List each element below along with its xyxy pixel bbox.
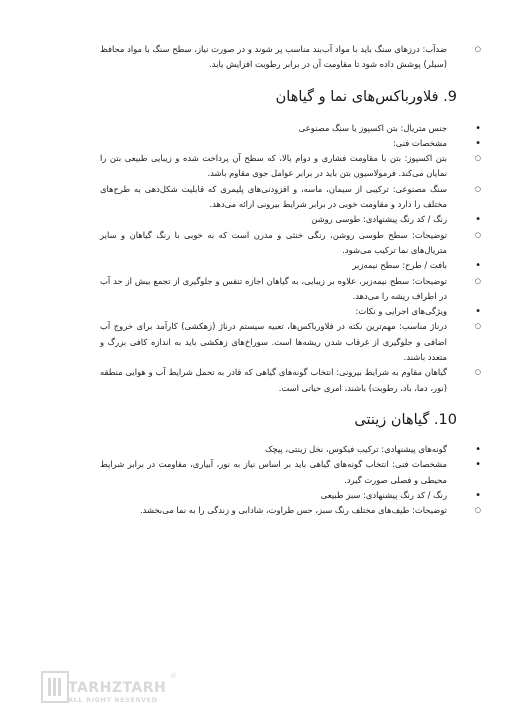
section-9-heading: 9. فلاورباکس‌های نما و گیاهان [275, 88, 457, 105]
section-10-heading: 10. گیاهان زینتی [354, 411, 457, 428]
list-item-text: گونه‌های پیشنهادی: ترکیب فیکوس، نخل زینتی، پیچک [264, 443, 447, 454]
hollow-bullet-icon: ○ [474, 322, 481, 331]
list-item-text: مشخصات فنی: [392, 137, 447, 148]
list-item-text: ویژگی‌های اجرایی و نکات: [355, 306, 447, 317]
section-9-list [100, 121, 481, 396]
hollow-bullet-icon: ○ [474, 230, 481, 239]
hollow-bullet-icon: ○ [474, 154, 481, 163]
list-item [100, 274, 481, 305]
list-item-text: توضیحات: سطح نیمه‌زبر، علاوه بر زیبایی، به گیاهان اجازه تنفس و جلوگیری از تجمع بیش از حد آب در اطراف ریشه را می‌دهد. [100, 275, 447, 301]
bullet-icon: • [475, 260, 481, 272]
logo-bars-icon [48, 678, 61, 696]
list-item [100, 151, 481, 182]
list-item-text: گیاهان مقاوم به شرایط بیرونی: انتخاب گونه‌های گیاهی که قادر به تحمل شرایط آب و هوایی منطقه (نور، دما، باد، رطوبت) باشند، امری حیاتی است. [100, 367, 447, 393]
watermark-subtext: ALL RIGHT RESERVED [68, 696, 158, 704]
bullet-icon: • [475, 489, 481, 501]
list-item-text: مشخصات فنی: انتخاب گونه‌های گیاهی باید بر اساس نیاز به نور، آبیاری، مقاومت در برابر شرایط محیطی و فصلی صورت گیرد. [100, 459, 447, 485]
list-item [100, 212, 481, 227]
tarhztarh-logo-icon [40, 668, 180, 708]
intro-list [100, 42, 481, 73]
hollow-bullet-icon: ○ [474, 506, 481, 515]
watermark-logo [40, 668, 180, 708]
bullet-icon: • [475, 214, 481, 226]
bullet-icon: • [475, 443, 481, 455]
list-item [100, 365, 481, 396]
list-item [100, 121, 481, 136]
list-item-text: جنس متریال: بتن اکسپوز یا سنگ مصنوعی [298, 122, 447, 133]
list-item-text: توضیحات: سطح طوسی روشن، رنگی خنثی و مدرن است که به خوبی با رنگ گیاهان و سایر متریال‌های نما ترکیب می‌شود. [100, 229, 447, 255]
list-item [100, 457, 481, 488]
list-item [100, 42, 481, 73]
bullet-icon: • [475, 459, 481, 471]
bullet-icon: • [475, 306, 481, 318]
list-item [100, 442, 481, 457]
section-10-list [100, 442, 481, 518]
list-item-text: رنگ / کد رنگ پیشنهادی: طوسی روشن [311, 214, 447, 225]
hollow-bullet-icon: ○ [474, 368, 481, 377]
list-item [100, 319, 481, 365]
bullet-icon: • [475, 137, 481, 149]
list-item-text: بتن اکسپوز: بتن با مقاومت فشاری و دوام بالا، که سطح آن پرداخت شده و زیبایی طبیعی بتن را نمایان می‌کند. فرمولاسیون بتن باید در برابر عوامل جوی مقاوم باشد. [100, 153, 447, 179]
list-item-text: رنگ / کد رنگ پیشنهادی: سبز طبیعی [320, 489, 447, 500]
list-item [100, 503, 481, 518]
hollow-bullet-icon: ○ [474, 45, 481, 53]
list-item [100, 258, 481, 273]
registered-mark: ® [170, 672, 177, 680]
hollow-bullet-icon: ○ [474, 276, 481, 285]
bullet-icon: • [475, 122, 481, 134]
list-item [100, 182, 481, 213]
watermark-text: TARHZTARH [68, 680, 167, 696]
list-item-text: بافت / طرح: سطح نیمه‌زبر [352, 260, 447, 271]
page-content [100, 42, 481, 518]
list-item-text: ضدآب: درزهای سنگ باید با مواد آب‌بند مناسب پر شوند و در صورت نیاز، سطح سنگ با مواد محافظ (سیلر) پوشش داده شود تا مقاومت آن در برابر رطوبت افزایش یابد. [100, 44, 447, 70]
list-item-text: توضیحات: طیف‌های مختلف رنگ سبز، حس طراوت، شادابی و زندگی را به نما می‌بخشد. [139, 505, 447, 516]
list-item [100, 136, 481, 151]
list-item [100, 488, 481, 503]
list-item [100, 228, 481, 259]
hollow-bullet-icon: ○ [474, 184, 481, 193]
list-item [100, 304, 481, 319]
list-item-text: درناژ مناسب: مهم‌ترین نکته در فلاورباکس‌ها، تعبیه سیستم درناژ (زهکشی) کارآمد برای خروج آب اضافی و جلوگیری از غرقاب شدن ریشه‌ها است. سوراخ‌های زهکشی باید به اندازه کافی بزرگ و متعدد باشند. [100, 321, 447, 363]
list-item-text: سنگ مصنوعی: ترکیبی از سیمان، ماسه، و افزودنی‌های پلیمری که قابلیت شکل‌دهی به طرح‌های مختلف را دارد و مقاومت خوبی در برابر شرایط بیرونی ارائه می‌دهد. [100, 183, 447, 210]
